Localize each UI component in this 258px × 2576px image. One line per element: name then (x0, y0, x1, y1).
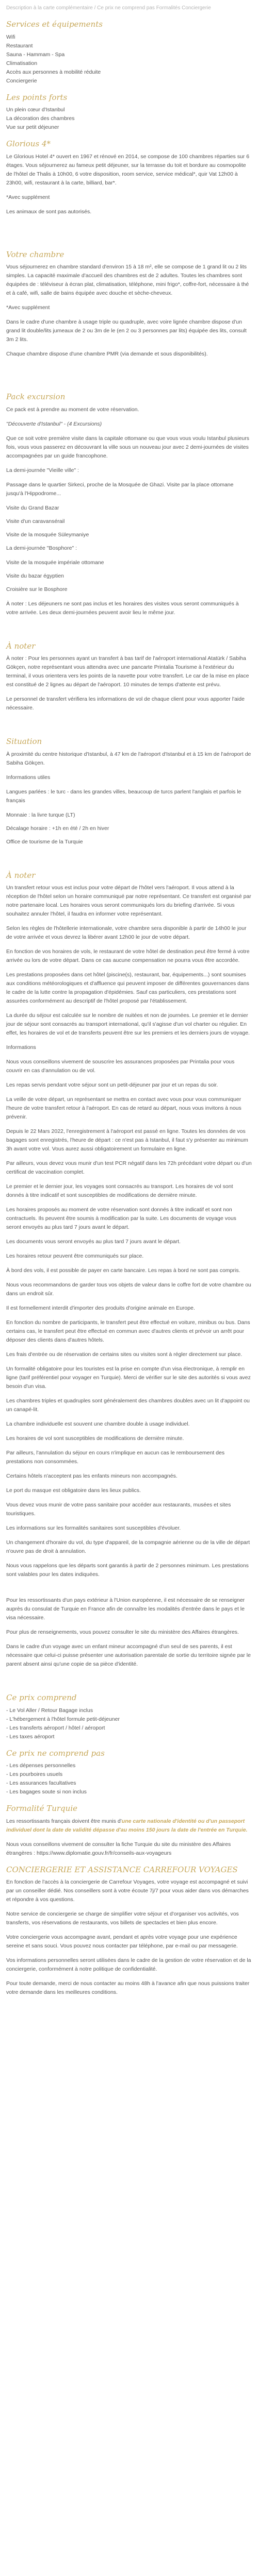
hotel-supplement-note: *Avec supplément (6, 194, 50, 200)
a-noter-2-paragraph: Les horaires proposés au moment de votre réservation sont donnés à titre indicatif et sont non contractuels. Ils peuvent être soumis à modification par la suite. Les documents de voyage vous seront envoyés au plus tard 7 jours avant le départ. (6, 1207, 236, 1231)
pack-paragraph: Visite d'un caravansérail (6, 518, 65, 524)
pack-paragraph: La demi-journée "Vieille ville" : (6, 467, 79, 473)
a-noter-2-paragraph: Les documents vous seront envoyés au plus tard 7 jours avant le départ. (6, 1239, 181, 1245)
pack-paragraph: Visite de la mosquée impériale ottomane (6, 559, 104, 566)
service-item: Wifi (6, 33, 15, 40)
formalite-intro-emphasis: une carte nationale d'identité ou d'un passeport individuel dont la date de validité dépasse d'au moins 150 jours la date de l'entrée en Turquie. (6, 1818, 248, 1833)
service-item: Climatisation (6, 60, 38, 66)
a-noter-2-paragraph: La durée du séjour est calculée sur le nombre de nuitées et non de journées. Le premier et le dernier jour de séjour sont consacrés au transport international, qu'il s'agisse d'un vol charter ou régulier. En effet, les horaires de vol et de transferts peuvent être sur les premiers et les derniers jours de voyage. (6, 1012, 250, 1037)
a-noter-2-paragraph: Nous vous conseillons vivement de souscrire les assurances proposées par Printalia pour vous couvrir en cas d'annulation ou de vol. (6, 1059, 235, 1074)
pack-paragraph: Passage dans le quartier Sirkeci, proche de la Mosquée de Ghazi. Visite par la place ottomane jusqu'à l'Hippodrome... (6, 481, 234, 497)
situation-paragraph: Monnaie : la livre turque (LT) (6, 811, 75, 818)
chambre-pmr-note: Chaque chambre dispose d'une chambre PMR (via demande et sous disponibilités). (6, 351, 208, 358)
a-noter-2-paragraph: Un formalité obligatoire pour les touristes est la prise en compte d'un visa électronique, à remplir en ligne (tarif préférentiel pour voyager en Turquie). Merci de vérifier sur le site des autorités si vous avez besoin d'un visa. (6, 1366, 251, 1390)
service-item: Accès aux personnes à mobilité réduite (6, 69, 101, 75)
points-forts-list (6, 106, 252, 132)
points-forts-title: Les points forts (6, 92, 68, 102)
formalites-mid-paragraph: Pour les ressortissants d'un pays extérieur à l'Union européenne, il est nécessaire de se renseigner auprès du consulat de Turquie en France afin de connaître les modalités d'entrée dans le pays et le visa nécessaire. (6, 1597, 245, 1621)
a-noter-2-paragraph: Le port du masque est obligatoire dans les lieux publics. (6, 1487, 141, 1494)
conciergerie-paragraph: En fonction de l'accès à la conciergerie de Carrefour Voyages, votre voyage est accompagné et suivi par un conseiller dédié. Nos conseillers sont à votre écoute 7j/7 pour vous aider dans vos démarches et répondre à vos questions. (6, 1879, 249, 1903)
service-item: Restaurant (6, 42, 33, 49)
situation-paragraph: Office de tourisme de la Turquie (6, 838, 83, 845)
excluded-item: - Les bagages soute si non inclus (6, 1789, 87, 1795)
a-noter-2-paragraph: Par ailleurs, l'annulation du séjour en cours n'implique en aucun cas le remboursement des prestations non consommées. (6, 1450, 225, 1465)
a-noter-2-paragraph: Les prestations proposées dans cet hôtel (piscine(s), restaurant, bar, équipements...) sont soumises aux conditions météorologiques et d'affluence qui peuvent imposer de différentes gouvernances dans le cadre de la lutte contre la propagation d'épidémies. Sauf cas particuliers, ces prestations sont assurées conformément au descriptif de l'hôtel proposé par l'établissement. (6, 972, 249, 1005)
conciergerie-title: CONCIERGERIE ET ASSISTANCE CARREFOUR VOYAGES (6, 1865, 238, 1874)
a-noter-2-paragraph: Les informations sur les formalités sanitaires sont susceptibles d'évoluer. (6, 1525, 181, 1532)
included-item: - L'hébergement à l'hôtel formule petit-déjeuner (6, 1716, 120, 1722)
chambre-supplement-note: *Avec supplément (6, 304, 50, 311)
services-list (6, 33, 252, 86)
conciergerie-paragraph: Pour toute demande, merci de nous contacter au moins 48h à l'avance afin que nous puissions traiter votre demande dans les meilleures conditions. (6, 1980, 250, 1996)
pack-title: Pack excursion (6, 392, 66, 402)
situation-paragraph: Décalage horaire : +1h en été / 2h en hiver (6, 825, 109, 832)
a-noter-2-title: À noter (6, 870, 36, 880)
pack-paragraph: Visite du Grand Bazar (6, 504, 59, 511)
formalites-mid-paragraph: Dans le cadre d'un voyage avec un enfant mineur accompagné d'un seul de ses parents, il est nécessaire que celui-ci puisse présenter une autorisation parentale de sortie du territoire signée par le parent absent ainsi qu'une copie de sa pièce d'identité. (6, 1643, 251, 1668)
lead-text: Description à la carte complémentaire / Ce prix ne comprend pas Formalités Conciergerie (6, 5, 211, 11)
excluded-item: - Les assurances facultatives (6, 1780, 76, 1787)
chambre-triple-note: Dans le cadre d'une chambre à usage triple ou quadruple, avec voire lignée chambre dispose d'un grand lit double/lits jumeaux de 2 ou 3m de le (en 2 ou 3 personnes par lits) équipée des lits, consult 3m 2 lits. (6, 319, 247, 343)
formalite-intro-normal: Les ressortissants français doivent être munis d' (6, 1818, 122, 1824)
situation-title: Situation (6, 737, 42, 747)
a-noter-paragraph: À noter : Pour les personnes ayant un transfert à bas tarif de l'aéroport international Atatürk / Sabiha Gökçen, notre représentant vous attendra avec une pancarte Printalia Tourisme à l'extérieur du terminal, il vous orientera vers les points de la navette pour votre transfert. Le car de la mise en place est constitué de 2 lignes au départ de l'aéroport. 10 minutes de temps d'attente est prévu. (6, 655, 249, 688)
point-fort-item: Vue sur petit déjeuner (6, 124, 59, 131)
situation-paragraph: Langues parlées : le turc - dans les grandes villes, beaucoup de turcs parlent l'anglais et parfois le français (6, 788, 241, 804)
a-noter-2-paragraph: La chambre individuelle est souvent une chambre double à usage individuel. (6, 1421, 190, 1428)
included-item: - Les taxes aéroport (6, 1733, 55, 1740)
chambre-description: Vous séjournerez en chambre standard d'environ 15 à 18 m², elle se compose de 1 grand lit ou 2 lits simples. La capacité maximale d'accueil des chambres est de 2 adultes. Toutes les chambres sont équipées de : téléviseur à écran plat, climatisation, téléphone, mini frigo*, coffre-fort, nécessaire à thé et à café, wifi, salle de bains équipée avec douche et sèche-cheveux. (6, 264, 249, 297)
chambre-title: Votre chambre (6, 249, 64, 259)
a-noter-2-paragraph: À bord des vols, il est possible de payer en carte bancaire. Les repas à bord ne sont pas compris. (6, 1267, 240, 1274)
a-noter-2-paragraph: Un transfert retour vous est inclus pour votre départ de l'hôtel vers l'aéroport. Il vous attend à la réception de l'hôtel selon un horaire communiqué par notre représentant. Ce transfert est organisé par notre partenaire local. Les horaires vous seront communiqués lors du briefing d'arrivée. Si vous souhaitez annuler l'hôtel, il faudra en informer votre représentant. (6, 885, 251, 918)
a-noter-2-paragraph: En fonction du nombre de participants, le transfert peut être effectué en voiture, minibus ou bus. Dans certains cas, le transfert peut être effectué en commun avec d'autres clients et prévoir un arrêt pour déposer des clients dans d'autres hôtels. (6, 1319, 250, 1344)
conciergerie-paragraph: Notre service de conciergerie se charge de simplifier votre séjour et d'organiser vos activités, vos transferts, vos réservations de restaurants, vos billets de spectacles et bien plus encore. (6, 1911, 239, 1926)
pack-paragraph: À noter : Les déjeuners ne sont pas inclus et les horaires des visites vous seront communiqués à votre arrivée. Les deux demi-journées peuvent avoir lieu le même jour. (6, 600, 239, 616)
pack-paragraph: Visite de la mosquée Süleymaniye (6, 531, 89, 538)
service-item: Conciergerie (6, 77, 37, 84)
a-noter-paragraph: Le personnel de transfert vérifiera les informations de vol de chaque client pour vous apporter l'aide nécessaire. (6, 696, 245, 711)
a-noter-2-paragraph: Depuis le 22 Mars 2022, l'enregistrement à l'aéroport est passé en ligne. Toutes les données de vos bagages sont enregistrés, l'heure de départ : ce n'est pas à Istanbul, il faut s'y présenter au minimum 3h avant votre vol. Vous aurez aussi obligatoirement un formulaire en ligne. (6, 1128, 248, 1153)
excluded-item: - Les dépenses personnelles (6, 1762, 76, 1769)
ce-prix-ne-comprend-pas-list (6, 1761, 252, 1797)
conciergerie-paragraph: Votre conciergerie vous accompagne avant, pendant et après votre voyage pour une expérience sereine et sans souci. Vous pouvez nous contacter par téléphone, par e-mail ou par messagerie. (6, 1934, 238, 1950)
a-noter-2-paragraph: Vous devez vous munir de votre pass sanitaire pour accéder aux restaurants, musées et sites touristiques. (6, 1502, 231, 1517)
point-fort-item: Un plein cœur d'Istanbul (6, 107, 65, 113)
situation-paragraph: Informations utiles (6, 774, 51, 781)
service-item: Sauna - Hammam - Spa (6, 51, 65, 58)
a-noter-2-paragraph: Les frais d'entrée ou de réservation de certains sites ou visites sont à régler directement sur place. (6, 1351, 243, 1358)
situation-paragraph: À proximité du centre historique d'Istanbul, à 47 km de l'aéroport d'Istanbul et à 15 km de l'aéroport de Sabiha Gökçen. (6, 751, 251, 766)
pack-paragraph: Que ce soit votre première visite dans la capitale ottomane ou que vous vous voulu Istanbul plusieurs fois, vous vous passerez en découvrant la ville sous un nouveau jour avec 2 demi-journées de visites accompagnées par un guide francophone. (6, 435, 250, 459)
ce-prix-comprend-title: Ce prix comprend (6, 1693, 77, 1703)
pack-intro: Ce pack est à prendre au moment de votre réservation. (6, 406, 139, 413)
a-noter-2-paragraph: La veille de votre départ, un représentant se mettra en contact avec vous pour vous communiquer l'heure de votre transfert retour à l'aéroport. En cas de retard au départ, nous vous invitons à nous prévenir. (6, 1096, 241, 1121)
a-noter-title: À noter (6, 641, 36, 651)
formalites-paragraph: Nous vous rappelons que les départs sont garantis à partir de 2 personnes minimum. Les prestations sont valables pour les dates indiquées. (6, 1563, 249, 1578)
pack-paragraph: La demi-journée "Bosphore" : (6, 545, 77, 551)
a-noter-2-paragraph: Les repas servis pendant votre séjour sont un petit-déjeuner par jour et un repas du soir. (6, 1082, 218, 1089)
a-noter-2-paragraph: En fonction de vos horaires de vols, le restaurant de votre hôtel de destination peut être fermé à votre arrivée ou lors de votre départ. Dans ce cas aucune compensation ne pourra vous être accordée. (6, 948, 250, 964)
pack-paragraph: Croisière sur le Bosphore (6, 586, 68, 592)
a-noter-2-paragraph: Les horaires retour peuvent être communiqués sur place. (6, 1253, 144, 1260)
included-item: - Le Vol Aller / Retour Bagage inclus (6, 1707, 93, 1714)
a-noter-2-paragraph: Le premier et le dernier jour, les voyages sont consacrés au transport. Les horaires de vol sont donnés à titre indicatif et sont susceptibles de modifications de dernière minute. (6, 1183, 233, 1199)
formalite-turquie-intro (6, 1817, 252, 1835)
point-fort-item: La décoration des chambres (6, 115, 75, 122)
ce-prix-comprend-list (6, 1706, 252, 1741)
hotel-title: Glorious 4* (6, 139, 51, 149)
a-noter-2-paragraph: Les chambres triples et quadruples sont généralement des chambres doubles avec un lit d'appoint ou un canapé-lit. (6, 1398, 250, 1413)
a-noter-2-paragraph: Les horaires de vol sont susceptibles de modifications de dernière minute. (6, 1435, 184, 1442)
a-noter-2-paragraph: Par ailleurs, vous devez vous munir d'un test PCR négatif dans les 72h précédant votre départ ou d'un certificat de vaccination complet. (6, 1160, 252, 1176)
services-title: Services et équipements (6, 20, 103, 29)
formalites-mid-paragraph: Pour plus de renseignements, vous pouvez consulter le site du ministère des Affaires étrangères. (6, 1629, 239, 1636)
a-noter-2-paragraph: Selon les règles de l'hôtellerie internationale, votre chambre sera disponible à partir de 14h00 le jour de votre arrivée et vous devrez la libérer avant 12h00 le jour de votre départ. (6, 925, 247, 941)
hotel-description: Le Glorious Hotel 4* ouvert en 1967 et rénové en 2014, se compose de 100 chambres réparties sur 6 étages. Vous séjournerez au fameux petit déjeuner, sur la terrasse du toit et bordure au cosmopolite de l'hôtel de Thalis à 10h00, 6 votre disposition, room service, service médical*, quir Vat 12h00 à 23h00, wifi, restaurant à la carte, billiard, bar*. (6, 153, 250, 186)
conciergerie-paragraph: Vos informations personnelles seront utilisées dans le cadre de la gestion de votre réservation et de la conciergerie, conformément à notre politique de confidentialité. (6, 1957, 251, 1973)
formalite-turquie-paragraph: Nous vous conseillons vivement de consulter la fiche Turquie du site du ministère des Affaires étrangères : https://www.diplomatie.gouv.fr/fr/conseils-aux-voyageurs (6, 1841, 231, 1856)
a-noter-2-paragraph: Certains hôtels n'acceptent pas les enfants mineurs non accompagnés. (6, 1473, 178, 1480)
hotel-animals-note: Les animaux de sont pas autorisés. (6, 208, 92, 215)
formalite-turquie-title: Formalité Turquie (6, 1804, 77, 1814)
formalites-paragraph: Un changement d'horaire du vol, du type d'appareil, de la compagnie aérienne ou de la ville de départ n'ouvre pas de droit à annulation. (6, 1539, 250, 1555)
pack-paragraph: Visite du bazar égyptien (6, 572, 64, 579)
pack-quote: "Découverte d'Istanbul" - (4 Excursions) (6, 420, 102, 427)
included-item: - Les transferts aéroport / hôtel / aéroport (6, 1724, 105, 1731)
a-noter-2-paragraph: Nous vous recommandons de garder tous vos objets de valeur dans le coffre fort de votre chambre ou dans un endroit sûr. (6, 1282, 251, 1297)
ce-prix-ne-comprend-pas-title: Ce prix ne comprend pas (6, 1748, 105, 1758)
a-noter-2-paragraph: Il est formellement interdit d'importer des produits d'origine animale en Europe. (6, 1305, 195, 1312)
a-noter-2-paragraph: Informations (6, 1044, 36, 1051)
excluded-item: - Les pourboires usuels (6, 1771, 63, 1778)
